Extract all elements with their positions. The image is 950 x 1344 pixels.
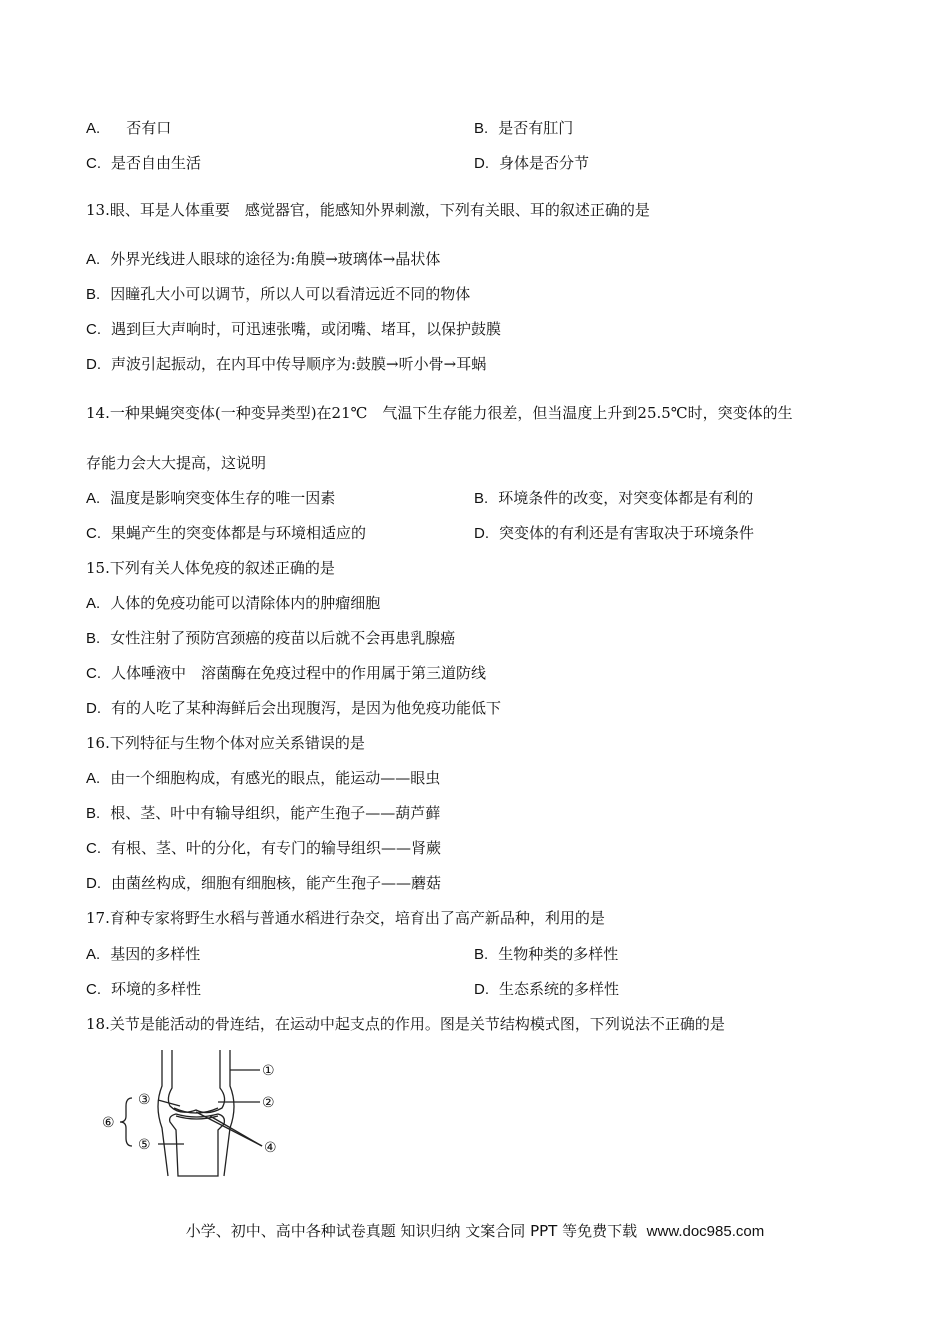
- footer-url[interactable]: www.doc985.com: [646, 1223, 765, 1240]
- option-text: 基因的多样性: [110, 945, 201, 963]
- q12-option-b: [474, 118, 573, 139]
- q17-option-b: [474, 944, 618, 965]
- q16-option-a: [86, 768, 440, 789]
- capsule-right: [224, 1050, 234, 1176]
- label-3: ③: [138, 1092, 151, 1108]
- option-text: 遇到巨大声响时，可迅速张嘴，或闭嘴、堵耳，以保护鼓膜: [111, 320, 502, 338]
- option-text: 生物种类的多样性: [498, 945, 619, 963]
- q17-stem: 17.育种专家将野生水稻与普通水稻进行杂交，培育出了高产新品种，利用的是: [86, 909, 605, 927]
- option-letter: D.: [86, 700, 101, 717]
- option-text: 声波引起振动，在内耳中传导顺序为:鼓膜→听小骨→耳蜗: [111, 355, 487, 373]
- capsule-left: [158, 1050, 168, 1176]
- q13-stem: 13.眼、耳是人体重要 感觉器官，能感知外界刺激，下列有关眼、耳的叙述正确的是: [86, 201, 650, 219]
- option-text: 否有口: [126, 119, 172, 137]
- lower-bone: [170, 1114, 225, 1176]
- option-text: 环境的多样性: [111, 980, 202, 998]
- q16-option-b: [86, 803, 440, 824]
- option-letter: A.: [86, 490, 101, 507]
- joint-diagram-svg: [100, 1050, 300, 1180]
- option-letter: D.: [474, 981, 489, 998]
- upper-bone: [168, 1050, 224, 1113]
- option-letter: C.: [86, 665, 101, 682]
- option-letter: B.: [474, 946, 489, 963]
- option-text: 突变体的有利还是有害取决于环境条件: [499, 524, 755, 542]
- q18-stem: 18.关节是能活动的骨连结，在运动中起支点的作用。图是关节结构模式图，下列说法不正确的是: [86, 1015, 725, 1033]
- option-text: 由一个细胞构成，有感光的眼点，能运动——眼虫: [110, 769, 441, 787]
- option-letter: D.: [86, 875, 101, 892]
- option-text: 女性注射了预防宫颈癌的疫苗以后就不会再患乳腺癌: [110, 629, 456, 647]
- option-letter: C.: [86, 840, 101, 857]
- q15-stem: 15.下列有关人体免疫的叙述正确的是: [86, 559, 335, 577]
- q12-option-d: [474, 153, 589, 174]
- option-text: 有的人吃了某种海鲜后会出现腹泻，是因为他免疫功能低下: [111, 699, 502, 717]
- label-6: ⑥: [102, 1115, 115, 1131]
- q16-stem: 16.下列特征与生物个体对应关系错误的是: [86, 734, 365, 752]
- q14-option-d: [474, 523, 754, 544]
- option-text: 身体是否分节: [499, 154, 590, 172]
- q16-option-d: [86, 873, 441, 894]
- page-footer: [0, 1221, 950, 1242]
- q12-option-c: [86, 153, 201, 174]
- option-text: 外界光线进人眼球的途径为:角膜→玻璃体→晶状体: [110, 250, 441, 268]
- option-letter: B.: [474, 490, 489, 507]
- option-letter: C.: [86, 321, 101, 338]
- q14-stem-line1: 14.一种果蝇突变体(一种变异类型)在21℃ 气温下生存能力很差，但当温度上升到25.5℃时，突变体的生: [86, 404, 793, 422]
- option-letter: D.: [474, 525, 489, 542]
- joint-structure-diagram: [100, 1050, 300, 1180]
- q17-option-a: [86, 944, 200, 965]
- option-letter: D.: [86, 356, 101, 373]
- q15-option-b: [86, 628, 455, 649]
- q15-option-c: [86, 663, 486, 684]
- q12-option-a: [86, 118, 171, 139]
- option-text: 是否有肛门: [498, 119, 574, 137]
- q14-option-b: [474, 488, 753, 509]
- q16-option-c: [86, 838, 441, 859]
- q13-option-a: [86, 249, 440, 270]
- option-text: 有根、茎、叶的分化，有专门的输导组织——肾蕨: [111, 839, 442, 857]
- option-letter: A.: [86, 251, 101, 268]
- option-text: 因瞳孔大小可以调节，所以人可以看清远近不同的物体: [110, 285, 471, 303]
- option-letter: D.: [474, 155, 489, 172]
- option-text: 果蝇产生的突变体都是与环境相适应的: [111, 524, 367, 542]
- option-letter: A.: [86, 120, 101, 137]
- brace-6: [120, 1098, 132, 1146]
- label-5: ⑤: [138, 1137, 151, 1153]
- option-text: 人体唾液中 溶菌酶在免疫过程中的作用属于第三道防线: [111, 664, 487, 682]
- label-1: ①: [262, 1063, 275, 1079]
- footer-text: 小学、初中、高中各种试卷真题 知识归纳 文案合同 PPT 等免费下载: [185, 1222, 638, 1240]
- q17-option-d: [474, 979, 619, 1000]
- option-text: 生态系统的多样性: [499, 980, 620, 998]
- q13-option-d: [86, 354, 486, 375]
- label-2: ②: [262, 1095, 275, 1111]
- option-letter: B.: [474, 120, 489, 137]
- option-text: 根、茎、叶中有输导组织，能产生孢子——葫芦藓: [110, 804, 441, 822]
- option-text: 环境条件的改变，对突变体都是有利的: [498, 489, 754, 507]
- q15-option-a: [86, 593, 380, 614]
- q14-option-a: [86, 488, 335, 509]
- option-letter: C.: [86, 525, 101, 542]
- option-letter: A.: [86, 770, 101, 787]
- q15-option-d: [86, 698, 501, 719]
- option-letter: B.: [86, 286, 101, 303]
- q14-option-c: [86, 523, 366, 544]
- q17-option-c: [86, 979, 201, 1000]
- label-4: ④: [264, 1140, 277, 1156]
- option-text: 温度是影响突变体生存的唯一因素: [110, 489, 336, 507]
- option-text: 人体的免疫功能可以清除体内的肿瘤细胞: [110, 594, 381, 612]
- option-letter: A.: [86, 595, 101, 612]
- q14-stem-line2: 存能力会大大提高，这说明: [86, 454, 267, 472]
- q13-option-c: [86, 319, 501, 340]
- option-letter: C.: [86, 155, 101, 172]
- option-letter: A.: [86, 946, 101, 963]
- q13-option-b: [86, 284, 470, 305]
- option-text: 由菌丝构成，细胞有细胞核，能产生孢子——蘑菇: [111, 874, 442, 892]
- option-letter: B.: [86, 630, 101, 647]
- option-text: 是否自由生活: [111, 154, 202, 172]
- option-letter: B.: [86, 805, 101, 822]
- option-letter: C.: [86, 981, 101, 998]
